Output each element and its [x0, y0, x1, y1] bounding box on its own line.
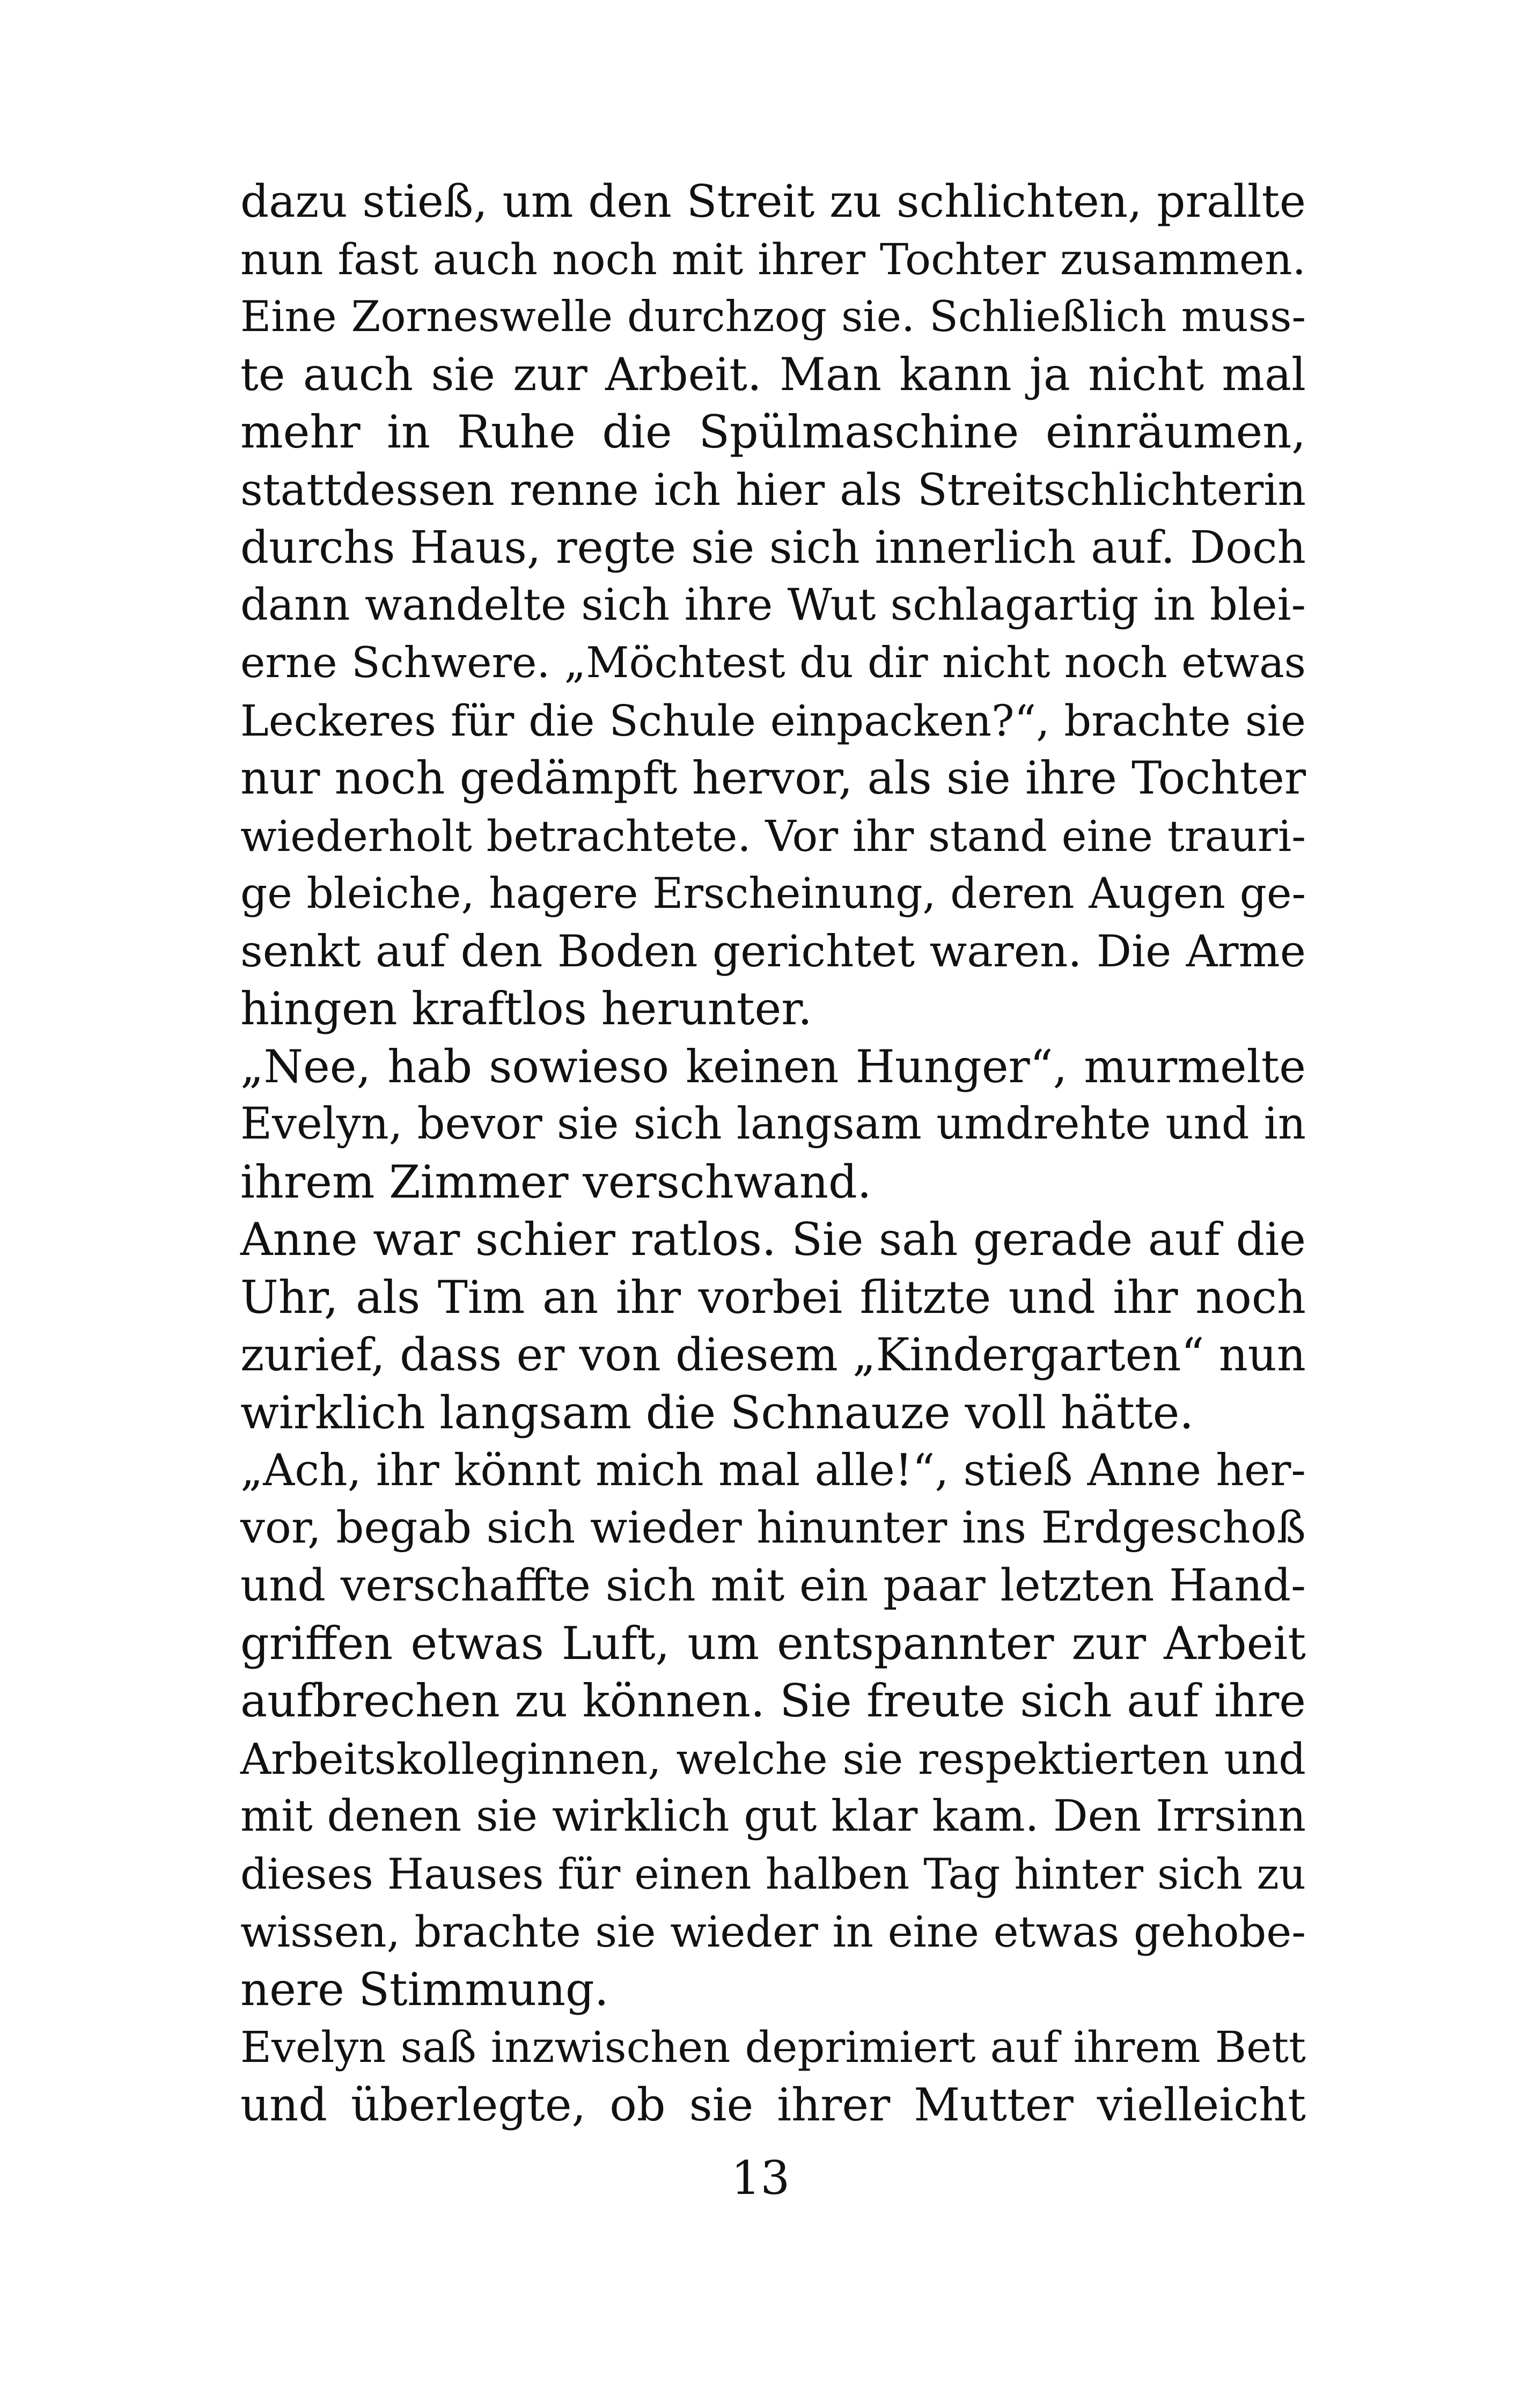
text-line: durchs Haus, regte sie sich innerlich auf. Doch	[240, 522, 1306, 574]
text-line: senkt auf den Boden gerichtet waren. Die Arme	[240, 926, 1306, 977]
text-line: mehr in Ruhe die Spülmaschine einräumen,	[240, 406, 1306, 458]
text-line: und überlegte, ob sie ihrer Mutter vielleicht	[240, 2078, 1306, 2131]
text-line: „Ach, ihr könnt mich mal alle!“, stieß Anne her-	[240, 1445, 1306, 1496]
text-line: erne Schwere. „Möchtest du dir nicht noch etwas	[240, 638, 1306, 687]
text-line: Evelyn, bevor sie sich langsam umdrehte und in	[240, 1099, 1306, 1149]
text-line: hingen kraftlos herunter.	[240, 982, 812, 1035]
text-line: dieses Hauses für einen halben Tag hinter sich zu	[240, 1849, 1306, 1899]
text-line: Arbeitskolleginnen, welche sie respektierten und	[240, 1734, 1306, 1784]
text-line: ge bleiche, hagere Erscheinung, deren Augen ge-	[240, 869, 1306, 918]
text-line: stattdessen renne ich hier als Streitschlichterin	[240, 464, 1306, 516]
body-text	[240, 173, 1306, 2134]
text-line: mit denen sie wirklich gut klar kam. Den Irrsinn	[240, 1791, 1306, 1841]
text-line: zurief, dass er von diesem „Kindergarten“ nun	[240, 1328, 1306, 1381]
text-line: vor, begab sich wieder hinunter ins Erdgeschoß	[240, 1502, 1306, 1553]
text-line: wirklich langsam die Schnauze voll hätte.	[240, 1386, 1194, 1439]
text-line: Evelyn saß inzwischen deprimiert auf ihrem Bett	[240, 2022, 1306, 2072]
text-line: Eine Zorneswelle durchzog sie. Schließlich muss-	[240, 292, 1306, 341]
text-line: ihrem Zimmer verschwand.	[240, 1155, 872, 1208]
text-line: Leckeres für die Schule einpacken?“, brachte sie	[240, 695, 1306, 746]
text-line: dazu stieß, um den Streit zu schlichten, prallte	[240, 175, 1306, 227]
text-line: nere Stimmung.	[240, 1963, 609, 2016]
text-line: wiederholt betrachtete. Vor ihr stand eine trauri-	[240, 811, 1306, 861]
text-line: „Nee, hab sowieso keinen Hunger“, murmelte	[240, 1040, 1306, 1093]
text-line: Anne war schier ratlos. Sie sah gerade auf die	[240, 1213, 1306, 1266]
text-line: dann wandelte sich ihre Wut schlagartig in blei-	[240, 579, 1306, 630]
text-line: nur noch gedämpft hervor, als sie ihre Tochter	[240, 752, 1306, 804]
page-number: 13	[731, 2152, 790, 2205]
text-line: Uhr, als Tim an ihr vorbei flitzte und ihr noch	[240, 1271, 1306, 1324]
text-line: aufbrechen zu können. Sie freute sich auf ihre	[240, 1675, 1306, 1727]
text-line: griffen etwas Luft, um entspannter zur Arbeit	[240, 1617, 1306, 1670]
text-line: wissen, brachte sie wieder in eine etwas gehobe-	[240, 1907, 1306, 1957]
text-line: nun fast auch noch mit ihrer Tochter zusammen.	[240, 234, 1306, 284]
text-line: und verschaffte sich mit ein paar letzten Hand-	[240, 1560, 1306, 1611]
text-line: te auch sie zur Arbeit. Man kann ja nicht mal	[240, 348, 1306, 401]
